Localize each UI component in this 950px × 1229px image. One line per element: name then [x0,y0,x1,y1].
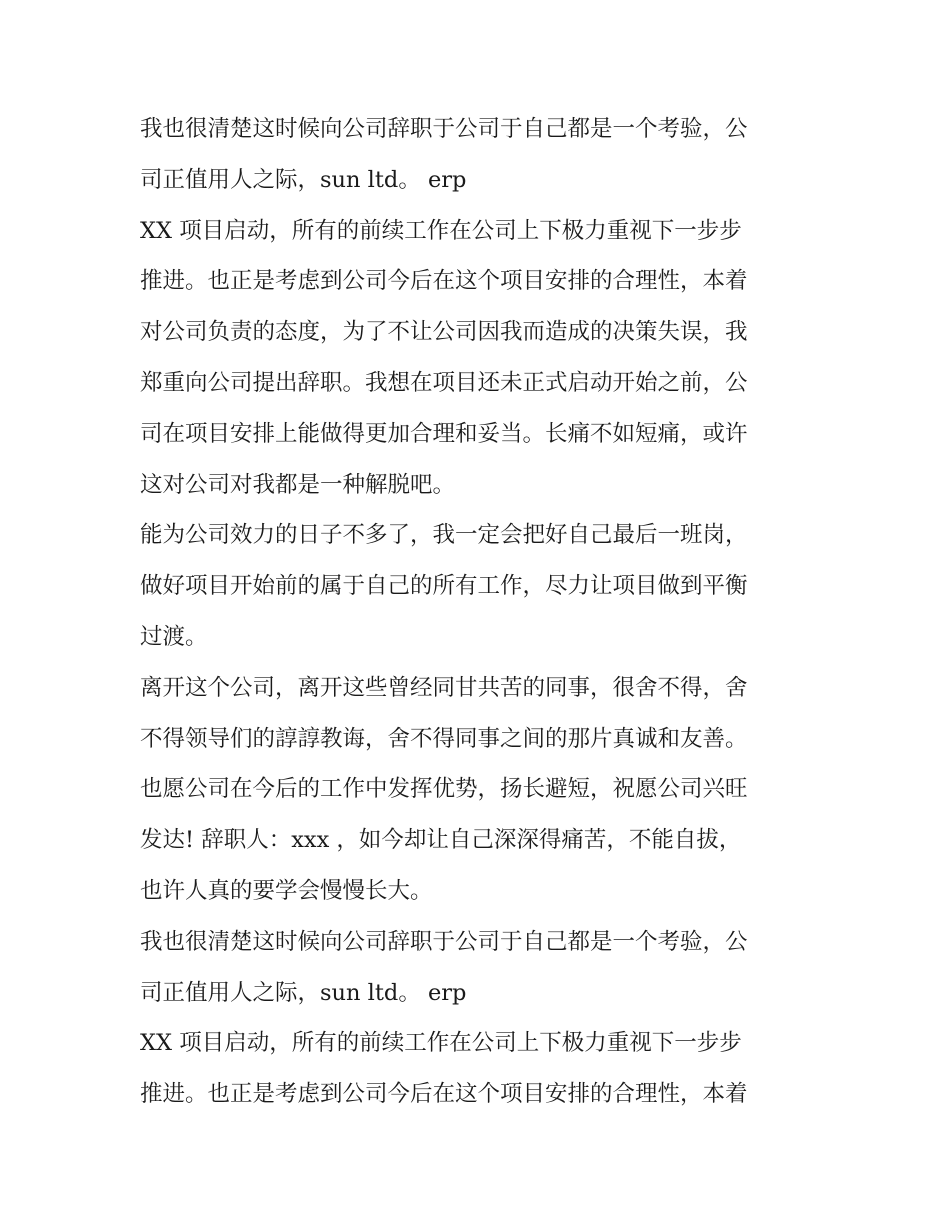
text-line: 不得领导们的諄諄教诲，舍不得同事之间的那片真诚和友善。 [140,725,748,752]
text-line: 这对公司对我都是一种解脱吧。 [140,471,456,498]
text-line: 司正值用人之际，sun ltd。 erp [140,166,467,193]
document-body [140,104,820,1120]
text-line: 发达! 辞职人：xxx ，如今却让自己深深得痛苦，不能自拔， [140,827,742,854]
text-line: 司正值用人之际，sun ltd。 erp [140,979,467,1006]
text-line: 推进。也正是考虑到公司今后在这个项目安排的合理性，本着 [140,1081,748,1108]
text-line: 离开这个公司，离开这些曾经同甘共苦的同事，很舍不得，舍 [140,674,748,701]
text-line: XX 项目启动，所有的前续工作在公司上下极力重视下一步步 [140,1030,742,1057]
text-line: 司在项目安排上能做得更加合理和妥当。长痛不如短痛，或许 [140,420,748,447]
text-line: 对公司负责的态度，为了不让公司因我而造成的决策失误，我 [140,319,748,346]
text-line: 也许人真的要学会慢慢长大。 [140,877,433,904]
text-line: 郑重向公司提出辞职。我想在项目还未正式启动开始之前，公 [140,369,748,396]
text-line: 做好项目开始前的属于自己的所有工作，尽力让项目做到平衡 [140,573,748,600]
text-line: 也愿公司在今后的工作中发挥优势，扬长避短，祝愿公司兴旺 [140,776,748,803]
text-line: XX 项目启动，所有的前续工作在公司上下极力重视下一步步 [140,217,742,244]
text-line: 我也很清楚这时候向公司辞职于公司于自己都是一个考验，公 [140,116,748,142]
text-line: 推进。也正是考虑到公司今后在这个项目安排的合理性，本着 [140,268,748,295]
text-line: 过渡。 [140,623,208,650]
text-line: 我也很清楚这时候向公司辞职于公司于自己都是一个考验，公 [140,928,748,955]
text-line: 能为公司效力的日子不多了，我一定会把好自己最后一班岗， [140,522,748,549]
